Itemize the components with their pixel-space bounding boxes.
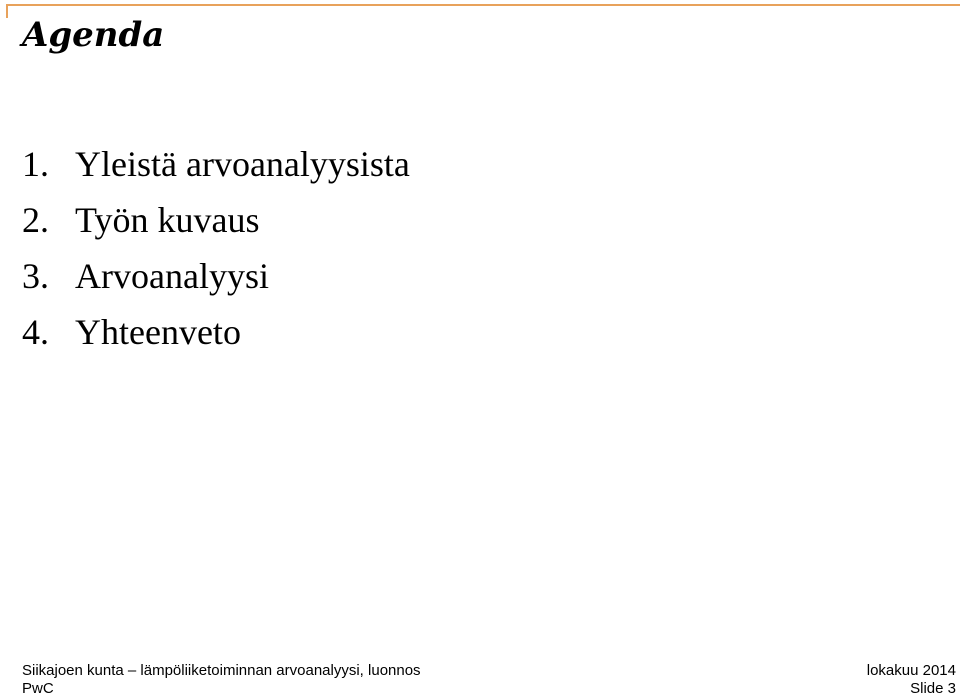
agenda-item <box>22 304 410 360</box>
agenda-item <box>22 192 410 248</box>
agenda-item-number: 4. <box>22 312 49 352</box>
slide-title: Agenda <box>22 15 165 55</box>
agenda-item <box>22 248 410 304</box>
top-accent-line <box>6 4 960 6</box>
agenda-item <box>22 136 410 192</box>
agenda-item-label: Arvoanalyysi <box>75 256 269 296</box>
agenda-item-label: Yleistä arvoanalyysista <box>75 144 410 184</box>
left-accent-tick <box>6 4 8 18</box>
footer-date: lokakuu 2014 <box>866 662 956 679</box>
agenda-list <box>22 136 410 360</box>
agenda-item-number: 2. <box>22 200 49 240</box>
agenda-item-label: Työn kuvaus <box>75 200 260 240</box>
agenda-item-number: 3. <box>22 256 49 296</box>
footer-company: PwC <box>22 680 54 697</box>
agenda-item-label: Yhteenveto <box>75 312 241 352</box>
footer-document-title: Siikajoen kunta – lämpöliiketoiminnan arvoanalyysi, luonnos <box>22 662 421 679</box>
agenda-item-number: 1. <box>22 144 49 184</box>
footer-slide-number: Slide 3 <box>910 680 956 697</box>
